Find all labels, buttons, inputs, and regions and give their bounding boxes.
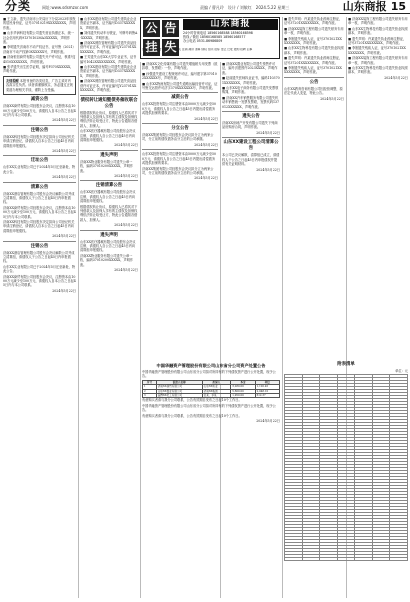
table-row <box>143 385 280 389</box>
divider <box>222 137 280 138</box>
notice: ■ 山东XX生物科技有限公司遗失营业执照副本，声明作废。 <box>348 26 408 36</box>
notice-body: 本公司已决议解散，清算组已成立，请债权人于公告之日起45日内申报债权并提供有关证明材料。 <box>222 153 280 167</box>
notice: ■ 山东XX物流有限公司遗失道路运输经营许可证，证号鲁交运管许可济字370XXXXXXX号，声明作废。 <box>142 81 218 91</box>
notice-heading: 注销公告 <box>30 243 49 249</box>
notice-body: 济南XX房地产开发有限公司遗失下列商品房购房合同，声明作废。 <box>222 121 278 130</box>
notice: ■ 山东华润科技有限公司遗失营业执照正本，统一社会信用代码91370102MA3XXXXX，声明作废。 <box>3 31 74 45</box>
table-cell: 2,048.10 <box>255 389 279 393</box>
notice-heading: 中国华融资产管理股份有限公司山东省分公司资产处置公告 <box>156 363 266 368</box>
notice-heading: 公告 <box>309 79 319 85</box>
notice-date: 2024年5月22日 <box>194 176 218 181</box>
notice-date: 2024年5月22日 <box>114 143 138 148</box>
notice-body: 山东XX医疗器械有限公司经股东会决议注销，请债权人自公告之日起45日内向清算组申报债权。 <box>80 239 136 253</box>
table-header: 借款人名称 <box>156 380 202 384</box>
notice: ■ 山东XX生物科技有限公司遗失营业执照副本，声明作废。 <box>284 46 344 55</box>
table-cell: 3 <box>143 394 157 398</box>
ad-char: 公 <box>143 20 160 37</box>
asset-disposal-section <box>142 360 280 598</box>
notice-heading: 债权转让通知暨债务催收联合公告 <box>80 97 138 109</box>
notice-body: 济南XX物业服务有限公司遗失公章一枚，编码37010200XXXXX，声明作废。 <box>80 159 134 173</box>
column-2 <box>80 17 138 598</box>
notice-date: 2024年5月22日 <box>52 175 76 180</box>
notice-heading: 注销公告 <box>30 127 49 133</box>
notice-body: 山东XX投资有限公司注册资本由5000万元减少至500万元，请债权人自公告之日起45日内提出清偿债务或提供担保的要求。 <box>142 152 217 166</box>
notice-body: 山东XX医疗器械有限公司经股东会决议注销，请债权人自公告之日起45日内向清算组申报债权。 <box>80 129 136 142</box>
notice: ■ 张华遗失出生医学证明，编号P370XXXXXX，声明作废。 <box>3 65 74 74</box>
notice: ■ 遗失声明：许某遗失执业药师注册证，证号37201XXXXXXXX，声明作废。 <box>348 36 407 46</box>
notice: ■ 李明遗失济南市不动产权证书，证号鲁（2021）济南市不动产权第0XXXXXX号，声明作废。 <box>3 45 76 54</box>
notice-body: 山东XX投资有限公司注册资本由5000万元减少至500万元，请债权人自公告之日起45日内提出清偿债务或提供担保的要求。 <box>142 102 217 116</box>
table-header: 担保人 <box>202 380 231 384</box>
notice-heading: 分立公告 <box>171 126 189 132</box>
notice-heading: 遗失公告 <box>242 114 260 120</box>
notice-body: 济南XX集团有限公司经股东会决议拟分立为两家公司，分立前的债权债务由分立后的公司承继。 <box>142 166 214 175</box>
grid-cell <box>337 558 355 561</box>
table-cell: 山东XX实业 <box>202 385 231 389</box>
table-header: 本金 <box>231 380 255 384</box>
column-4 <box>222 62 280 357</box>
divider <box>142 149 218 150</box>
ad-brand: 山东商报 <box>183 19 278 30</box>
notice-body: 有意购买者请与我分公司联系，公告有效期自发布之日起10个工作日。 <box>142 398 242 403</box>
notice-body: 根据债权转让协议，原债权人已将其对下列借款人及担保人享有的主债权及担保权利依法转让给受让方，特此公告通知各借款人、担保人。 <box>80 110 138 128</box>
notice-heading: 减资公告 <box>30 97 49 103</box>
notice: ■ 山东XX生物科技有限公司遗失营业执照副本，声明作废。 <box>348 66 408 75</box>
asset-table <box>142 380 280 399</box>
grid-cell <box>372 558 390 561</box>
divider <box>3 241 76 242</box>
grid-cell <box>302 558 320 561</box>
notice: ■ 济南XX装饰工程有限公司遗失财务专用章一枚，声明作废。 <box>348 56 408 65</box>
divider <box>3 182 76 183</box>
section-title: 分类 <box>5 0 32 13</box>
list-unit: 单位：元 <box>395 369 408 373</box>
notice: ■ 济南XX装饰工程有限公司遗失财务专用章一枚，声明作废。 <box>284 26 344 36</box>
table-cell: 山东XX置业有限公司 <box>156 389 202 393</box>
column-1 <box>3 17 76 598</box>
reminder-text: 本报刊登的各类信息，广告主须对内容真实性负责。读者请谨慎核实，务必通过正规渠道办理相关手续，谨防上当受骗。 <box>6 78 73 92</box>
notice-body: 中国华融资产管理股份有限公司山东省分公司拟对所持有的下列债权资产进行公开处置，现予公告。 <box>142 403 276 413</box>
ad-banner <box>140 17 280 59</box>
table-row <box>143 389 280 393</box>
notice-heading: 注销清算公告 <box>95 183 123 189</box>
notice: ■ 山东XX建设有限公司遗失建筑业企业资质证书副本，证书编号D337XXXXXX，声明作废。 <box>80 65 137 78</box>
ad-char: 告 <box>162 20 179 37</box>
table-cell: 5,600.00 <box>231 389 255 393</box>
notice-date: 2024年5月22日 <box>114 223 138 228</box>
table-header: 序号 <box>143 380 157 384</box>
notice-date: 2024年5月22日 <box>320 96 344 101</box>
notice-date: 2024年5月22日 <box>256 167 280 172</box>
notice-date: 2024年5月22日 <box>194 142 218 147</box>
notice-body: 山东XX医疗器械有限公司经股东会决议注销，请债权人自公告之日起45日内向清算组申报债权。 <box>80 190 136 204</box>
site-url: 网址:www.sdsmzxr.com <box>42 5 89 10</box>
ad-services-strip: 登报业务：公告 挂失 声明 遗失 注销 减资 清算 债权 拍卖 招标 更正 迁址 通知 招聘 启事 <box>142 48 253 51</box>
notice-date: 2024年5月22日 <box>52 288 76 293</box>
notice-body: 济南XX酒店管理有限公司股东会决议解散公司并成立清算组，请债权人于公告之日起45日内申报债权。 <box>3 191 75 205</box>
table-cell: 济南XX集团 <box>202 389 231 393</box>
notice-date: 2024年5月22日 <box>52 234 76 239</box>
table-cell: 1,950.00 <box>231 394 255 398</box>
notice: ■ 孙强遗失建设工程规划许可证，编号建字第370102XXXXXX号，声明作废。 <box>142 71 217 81</box>
grid-cell <box>355 558 373 561</box>
ad-char: 挂 <box>143 39 160 56</box>
notice: ■ 赵丽遗失医师执业证书，编码1103701XXXXXXX，声明作废。 <box>222 76 280 85</box>
notice-body: 济南XX商贸有限公司经股东会决议，注册资本由1000万元减少至100万元，请债权人自本公告之日起45日内与本公司联系。 <box>3 104 76 117</box>
notice: ■ 济南XX汽车销售服务有限公司遗失机动车销售统一发票发票联，发票代码137012XXXXXX，声明作废。 <box>222 95 280 109</box>
notice-heading: 山东XX建设工程公司清算公告 <box>223 140 279 152</box>
notice-date: 2024年5月22日 <box>52 118 76 123</box>
column-6 <box>348 17 408 352</box>
notice-body: 山东XX实业有限公司已于2024年5月迁至新址，特此公告。 <box>3 165 76 174</box>
table-header: 利息 <box>255 380 279 384</box>
notice-body: 济南XX科技有限公司经股东决定拟向公司登记机关申请注销登记，请债权人自本公告之日起45日内向清算组申报债权。 <box>3 134 75 148</box>
ad-phones <box>183 31 279 43</box>
table-cell: 3,280.00 <box>231 385 255 389</box>
table-cell: 1 <box>143 385 157 389</box>
notice: ■ 济南XX餐饮管理有限公司遗失食品经营许可证正本，许可证编号JY23701XXXXXXXX，声明作废。 <box>80 79 137 93</box>
divider <box>80 95 138 96</box>
notice-body: 中国华融资产管理股份有限公司山东省分公司拟对所持有的下列债权资产进行公开处置，现予公告。 <box>142 370 276 379</box>
notice: ■ 济南恒信商贸有限公司遗失开户许可证，核准号J4510XXXXXXX，声明作废。 <box>3 55 76 64</box>
notice-date: 2024年5月22日 <box>194 116 218 121</box>
reminder-box <box>3 76 76 95</box>
notice-heading: 清算公告 <box>30 184 49 190</box>
notice-heading: 遗失声明 <box>100 152 118 158</box>
notice: ■ 李刚遗失残疾人证，证号3701021XXXXXXXXX，声明作废。 <box>284 66 342 75</box>
notice-date: 2024年5月22日 <box>384 75 408 80</box>
table-cell: 张某、李某 <box>202 394 231 398</box>
grid-cell <box>320 558 338 561</box>
ad-phone-line: 热线 / 微信 18560168585 18560168577 <box>183 35 246 39</box>
notice: ■ 济南XX置业有限公司遗失预售许可证，编号济建预许2023XXXX，声明作废。 <box>222 62 278 75</box>
notice: ■ 遗失声明：许某遗失执业药师注册证，证号37201XXXXXXXX，声明作废。 <box>284 17 343 26</box>
notice: ■ 济南XX装饰工程有限公司遗失财务专用章一枚，声明作废。 <box>348 17 408 26</box>
divider <box>80 150 138 151</box>
notice-body: 济南XX商贸有限公司经股东会决议，注册资本由1000万元减少至100万元，请债权人自本公告之日起45日内与本公司联系。 <box>3 274 76 288</box>
list-section <box>284 360 408 598</box>
divider <box>284 77 344 78</box>
notice-body: 济南XX物业服务有限公司遗失公章一枚，编码37010200XXXXX，声明作废。 <box>80 253 134 267</box>
notice-heading: 减资公告 <box>171 95 189 101</box>
notice: ■ 遗失声明：许某遗失执业药师注册证，证号37201XXXXXXXX，声明作废。 <box>284 56 343 65</box>
table-cell: 淄博XX化工有限公司 <box>156 394 202 398</box>
dense-list-table <box>284 374 408 561</box>
masthead-right <box>343 0 406 13</box>
divider <box>80 180 138 181</box>
grid-cell <box>285 558 303 561</box>
notice-date: 2024年5月22日 <box>256 130 280 135</box>
column-rule <box>282 17 283 598</box>
divider <box>3 155 76 156</box>
notice: ■ 李刚遗失残疾人证，证号3701021XXXXXXXXX，声明作废。 <box>284 36 342 46</box>
divider <box>142 92 218 93</box>
table-cell: 2 <box>143 389 157 393</box>
divider <box>3 125 76 126</box>
notice-date: 2024年5月22日 <box>256 419 280 424</box>
notice: ■ 山东XX建设有限公司遗失建筑业企业资质证书副本，证书编号D337XXXXXX，声明作废。 <box>80 17 137 30</box>
grid-row <box>285 558 408 561</box>
divider <box>80 230 138 231</box>
paper-name: 山东商报 <box>342 0 387 13</box>
table-cell: 612.37 <box>255 394 279 398</box>
notice-heading: 迁址公告 <box>30 158 49 164</box>
reminder-title: 友情提醒 <box>6 78 19 83</box>
editor-line: 责编 / 曹凡玲 设计 / 刘敏红 2024.5.22 星期三 <box>200 5 290 10</box>
divider <box>222 111 280 112</box>
notice-date: 2024年5月22日 <box>114 268 138 273</box>
notice-heading: 遗失声明 <box>100 232 118 238</box>
notice-body: 济南XX科技有限公司经股东决定拟向公司登记机关申请注销登记，请债权人自本公告之日起45日内向清算组申报债权。 <box>3 220 75 233</box>
notice: ■ 济南XX餐饮管理有限公司遗失食品经营许可证正本，许可证编号JY23701XXXXXXXX，声明作废。 <box>80 41 137 54</box>
notice-date: 2024年5月22日 <box>114 173 138 178</box>
notice-body: 济南XX集团有限公司经股东会决议拟分立为两家公司，分立前的债权债务由分立后的公司承继。 <box>142 133 214 142</box>
divider <box>142 123 218 124</box>
notice-body: 山东XX教育咨询有限公司因经营调整，原法定代表人变更，特此公告。 <box>284 86 343 96</box>
notice: ■ 王立新，遗失济南市公安局历下分局2023年颁发的居民身份证，证号37010219XXXXXXXX，声明作废。 <box>3 17 76 30</box>
table-cell: 1,120.45 <box>255 385 279 389</box>
grid-cell <box>390 558 408 561</box>
notice-body: 济南XX商贸有限公司经股东会决议，注册资本由1000万元减少至100万元，请债权人自本公告之日起45日内与本公司联系。 <box>3 205 76 219</box>
notice-body: 山东XX实业有限公司已于2024年5月迁至新址，特此公告。 <box>3 264 76 274</box>
ad-phone-line: 办公电话 0531-86986809 <box>183 39 223 43</box>
notice: ■ 济南XX文化传媒有限公司遗失增值税专用发票（抵扣联、发票联）一份，声明作废。 <box>142 62 218 71</box>
ad-phone-line: 24小时咨询电话 18560168588 18560168598 <box>183 31 253 35</box>
notice-body: 有意购买者请与我分公司联系，公告有效期自发布之日起10个工作日。 <box>142 413 242 418</box>
ad-char: 失 <box>162 39 179 56</box>
notice: ■ 李刚遗失残疾人证，证号3701021XXXXXXXXX，声明作废。 <box>348 46 406 55</box>
masthead-left <box>2 0 102 13</box>
page-number: 15 <box>390 0 406 13</box>
notice-date: 2024年5月22日 <box>52 148 76 153</box>
column-rule <box>78 17 79 598</box>
list-title: 附表清单 <box>337 362 355 367</box>
notice-body: 济南XX酒店管理有限公司股东会决议解散公司并成立清算组，请债权人于公告之日起45日内申报债权。 <box>3 250 75 264</box>
notice-body: 根据债权转让协议，原债权人已将其对下列借款人及担保人享有的主债权及担保权利依法转让给受让方，特此公告通知各借款人、担保人。 <box>80 204 138 222</box>
masthead <box>0 0 410 14</box>
notice: ■ 王芳遗失山东XX大学毕业证书，证书编号1042XXXXXXXXX，声明作废。 <box>80 55 137 64</box>
notice: ■ 刘伟遗失机动车行驶证，号牌号码鲁A·XXXXX，声明作废。 <box>80 31 138 40</box>
notice: ■ 山东XX电子商务有限公司遗失发票领购簿，声明作废。 <box>222 86 279 95</box>
table-cell: 济南XX商贸有限公司 <box>156 385 202 389</box>
column-rule <box>140 62 141 598</box>
